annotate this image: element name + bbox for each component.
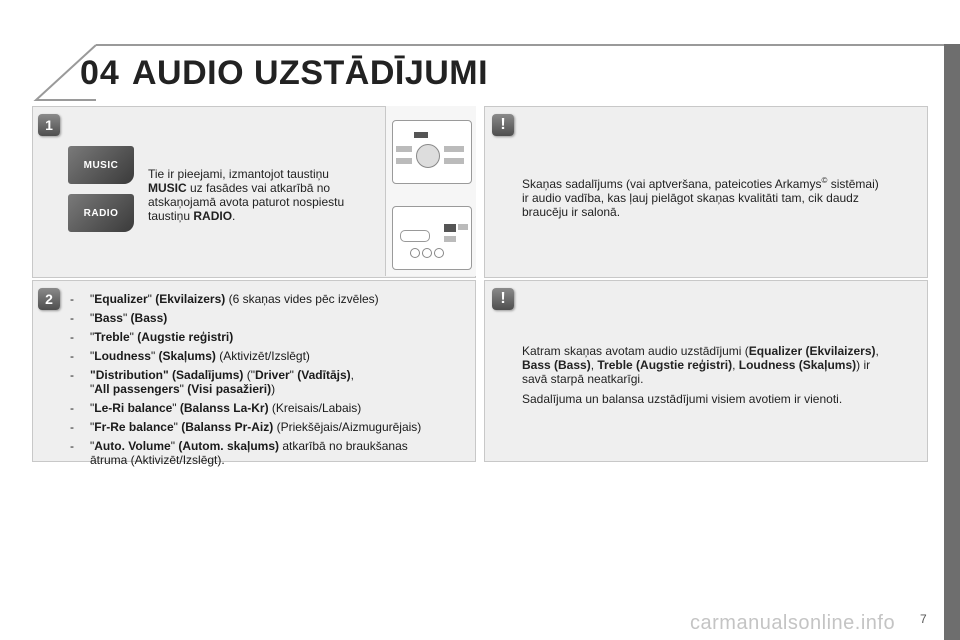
chapter-title: AUDIO UZSTĀDĪJUMI: [132, 54, 489, 92]
step-1-badge: 1: [38, 114, 60, 136]
list-item: - "Loudness" (Skaļums) (Aktivizēt/Izslēgt): [70, 349, 310, 363]
list-item: - "Equalizer" (Ekvilaizers) (6 skaņas vides pēc izvēles): [70, 292, 379, 306]
watermark: carmanualsonline.info: [690, 612, 896, 634]
warning2-text: Katram skaņas avotam audio uzstādījumi (Equalizer (Ekvilaizers), Bass (Bass), Treble (Augstie reģistri), Loudness (Skaļums)) ir savā starpā neatkarīgi. Sadalījuma un balansa uzstādījumi visiem avotiem ir vienoti.: [522, 344, 922, 406]
list-item: - "Distribution" (Sadalījums) ("Driver" (Vadītājs), "All passengers" (Visi pasažieri)): [70, 368, 354, 396]
header-rule: [96, 44, 944, 46]
step-2-badge: 2: [38, 288, 60, 310]
list-item: - "Bass" (Bass): [70, 311, 168, 325]
panel1-text: Tie ir pieejami, izmantojot taustiņu MUSIC uz fasādes vai atkarībā no atskaņojamā avota paturot nospiestu taustiņu RADIO.: [148, 167, 345, 223]
music-button-image: MUSIC: [68, 146, 134, 184]
radio-unit-illustration: [385, 106, 476, 276]
warning-2-icon: !: [492, 288, 514, 310]
warning-1-icon: !: [492, 114, 514, 136]
audio-settings-list: [70, 292, 470, 472]
page-number: 7: [920, 612, 927, 626]
chapter-number: 04: [80, 54, 120, 92]
list-item: - "Le-Ri balance" (Balanss La-Kr) (Kreisais/Labais): [70, 401, 362, 415]
list-item: - "Fr-Re balance" (Balanss Pr-Aiz) (Priekšējais/Aizmugurējais): [70, 420, 422, 434]
warning2-paragraph-2: Sadalījuma un balansa uzstādījumi visiem avotiem ir vienoti.: [522, 392, 843, 406]
warning1-text: Skaņas sadalījums (vai aptveršana, pateicoties Arkamys© sistēmai) ir audio vadība, kas ļauj pielāgot skaņas kvalitāti tam, cik daudz braucēju ir salonā.: [522, 176, 879, 219]
list-item: - "Auto. Volume" (Autom. skaļums) atkarībā no braukšanas ātruma (Aktivizēt/Izslēgt).: [70, 439, 408, 467]
radio-button-image: RADIO: [68, 194, 134, 232]
list-item: - "Treble" (Augstie reģistri): [70, 330, 234, 344]
sidebar-strip: [944, 44, 960, 640]
